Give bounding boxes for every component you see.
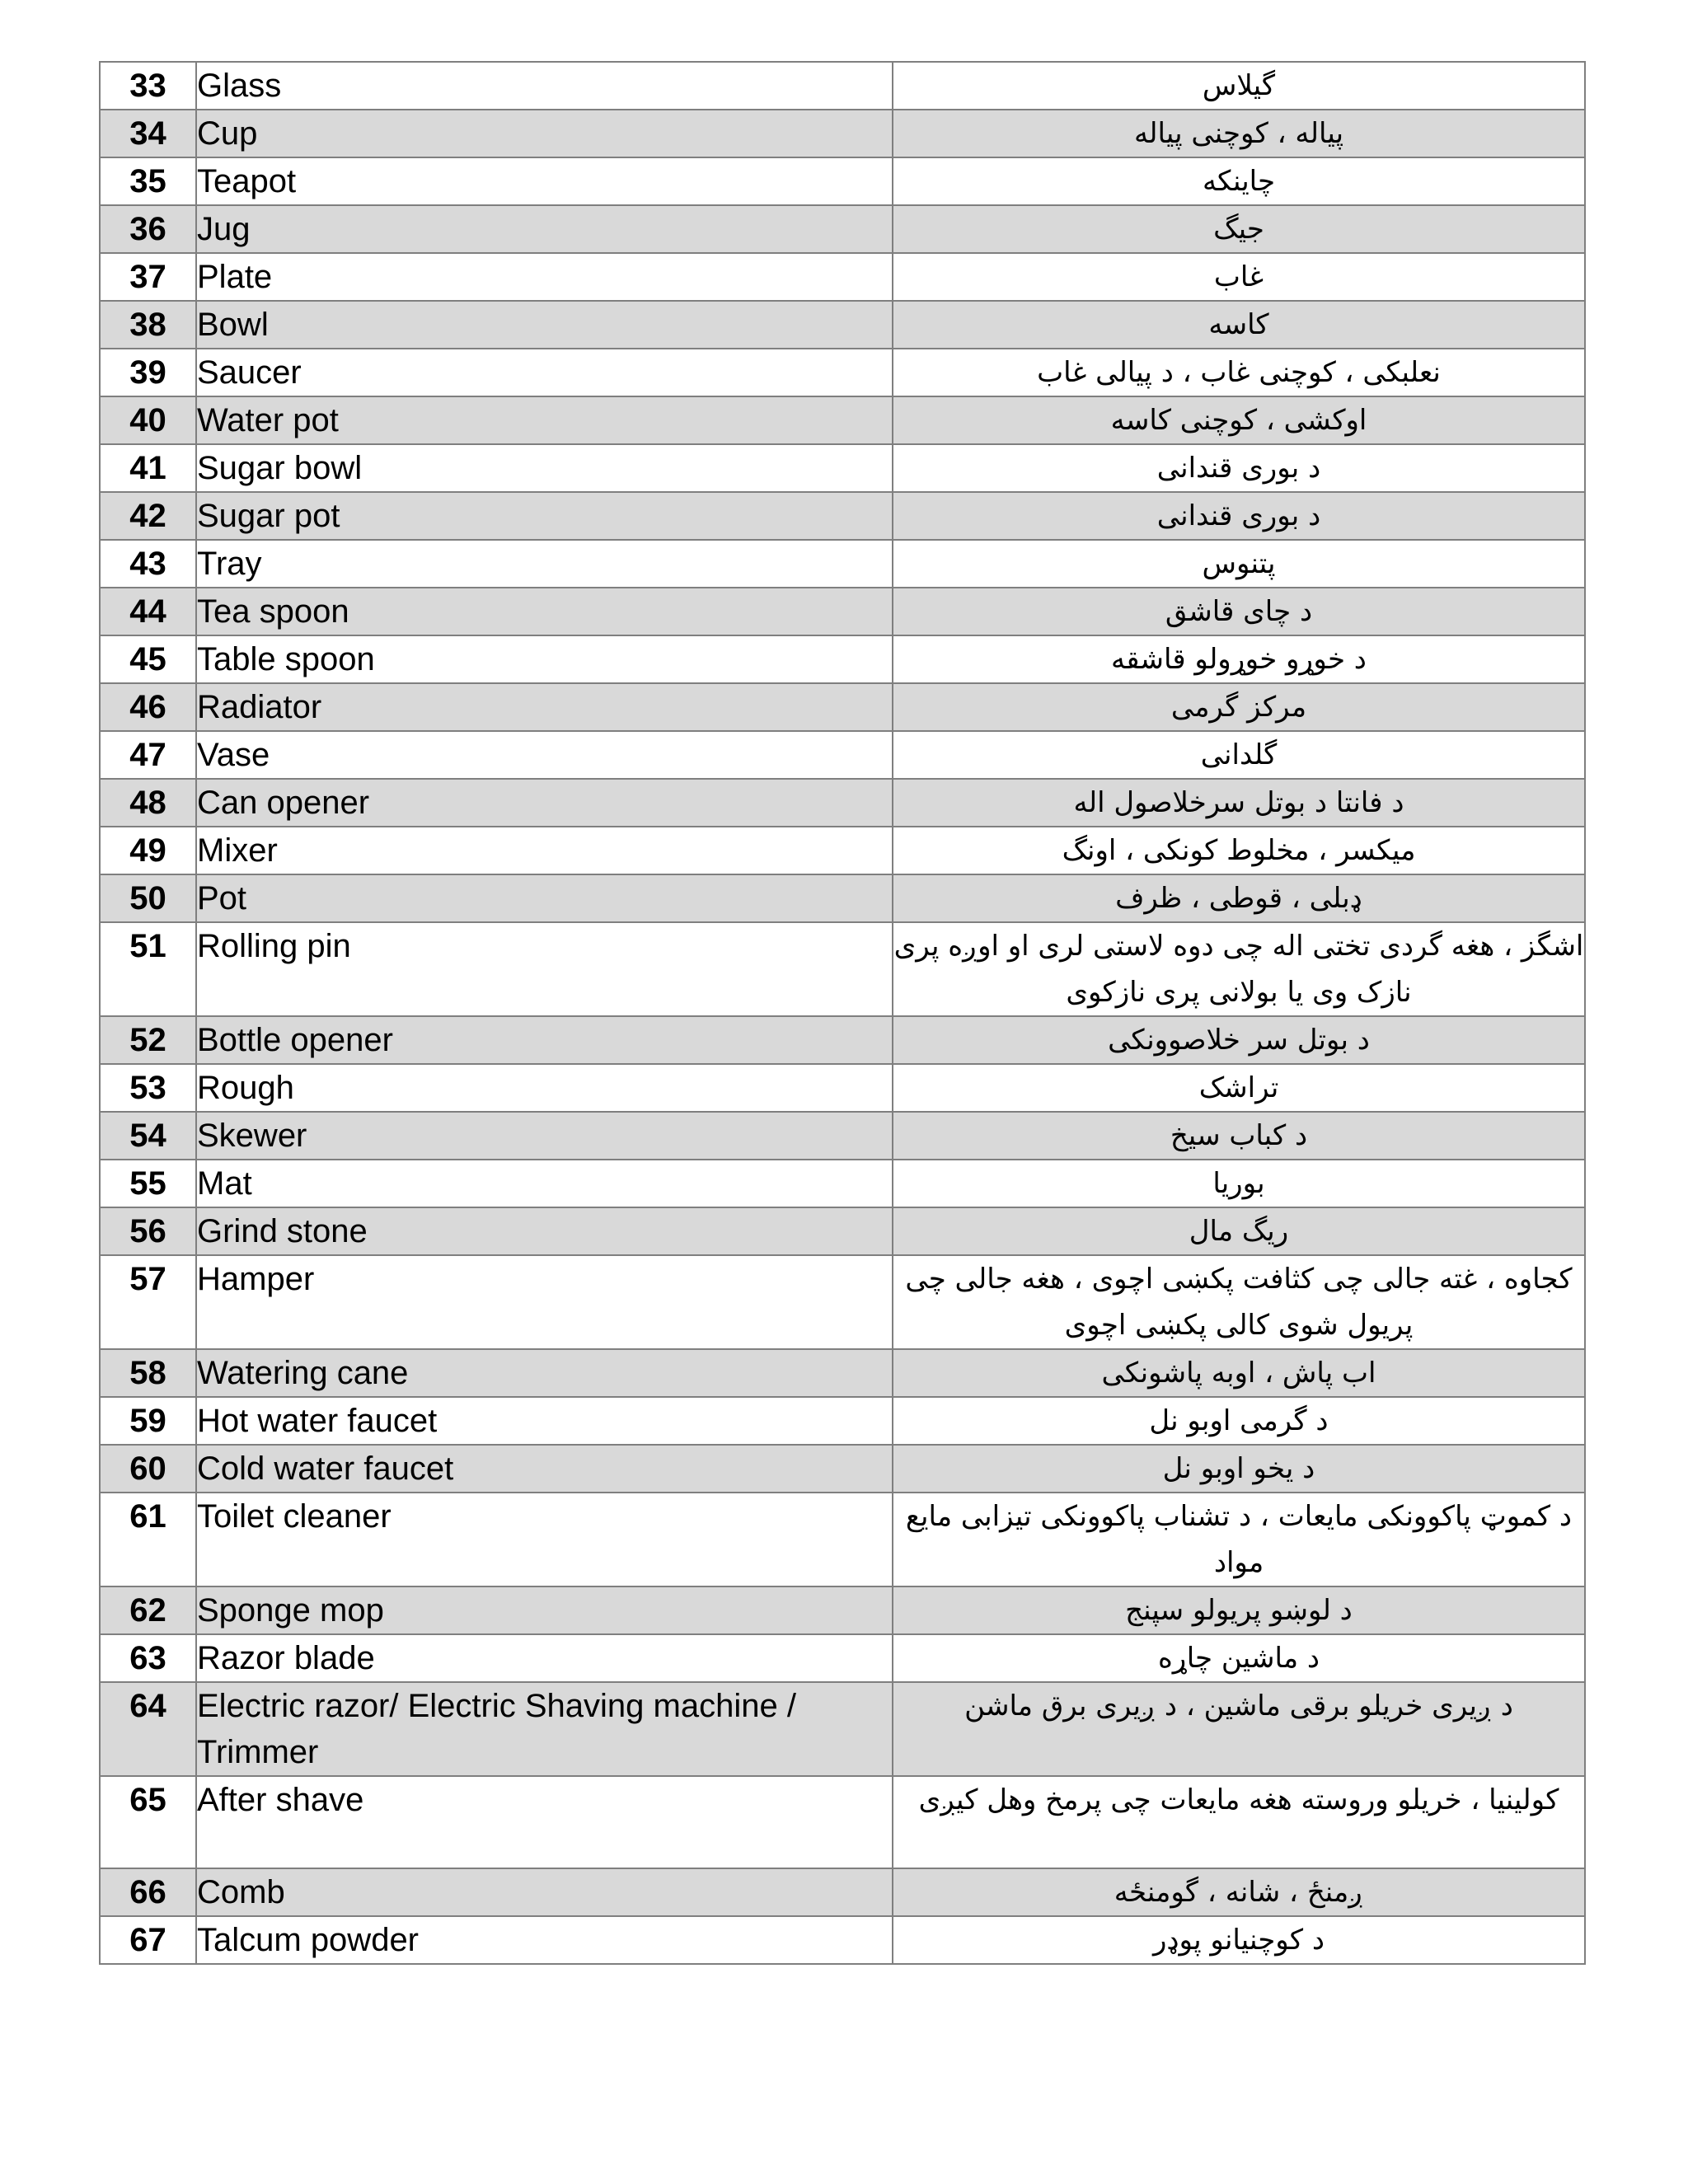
table-row [100,1160,1585,1207]
pashto-translation: د کموټ پاکوونکی مایعات ، د تشناب پاکوونکی تیزابی مایع مواد [893,1493,1585,1586]
english-term: Tray [196,540,893,588]
english-term: Plate [196,253,893,301]
english-term: Hot water faucet [196,1397,893,1445]
english-term: After shave [196,1776,893,1868]
pashto-translation: کولینیا ، خریلو وروسته هغه مایعات چی پرمخ وهل کیږی [893,1776,1585,1868]
table-row [100,540,1585,588]
table-row [100,635,1585,683]
pashto-translation: کجاوه ، غته جالی چی کثافت پکښی اچوی ، هغه جالی چی پریول شوی کالی پکښی اچوی [893,1255,1585,1349]
table-row [100,683,1585,731]
table-row [100,157,1585,205]
row-number: 59 [100,1397,196,1445]
english-term: Talcum powder [196,1916,893,1964]
pashto-translation: د بوری قندانی [893,492,1585,540]
table-row [100,110,1585,157]
row-number: 56 [100,1207,196,1255]
row-number: 50 [100,874,196,922]
table-row [100,827,1585,874]
row-number: 57 [100,1255,196,1349]
row-number: 51 [100,922,196,1016]
row-number: 44 [100,588,196,635]
pashto-translation: پتنوس [893,540,1585,588]
table-row [100,1493,1585,1586]
english-term: Tea spoon [196,588,893,635]
table-row [100,253,1585,301]
row-number: 41 [100,444,196,492]
pashto-translation: د کباب سیخ [893,1112,1585,1160]
table-row [100,1016,1585,1064]
pashto-translation: د خوړو خوړولو قاشقه [893,635,1585,683]
table-row [100,731,1585,779]
english-term: Comb [196,1868,893,1916]
row-number: 53 [100,1064,196,1112]
english-term: Mixer [196,827,893,874]
english-term: Toilet cleaner [196,1493,893,1586]
table-row [100,1586,1585,1634]
row-number: 52 [100,1016,196,1064]
table-row [100,1207,1585,1255]
table-row [100,1634,1585,1682]
table-row [100,922,1585,1016]
vocabulary-table [99,61,1586,1965]
row-number: 37 [100,253,196,301]
pashto-translation: گلدانی [893,731,1585,779]
pashto-translation: نعلبکی ، کوچنی غاب ، د پیالی غاب [893,349,1585,396]
pashto-translation: د یخو اوبو نل [893,1445,1585,1493]
pashto-translation: د گرمی اوبو نل [893,1397,1585,1445]
row-number: 39 [100,349,196,396]
english-term: Sugar pot [196,492,893,540]
english-term: Razor blade [196,1634,893,1682]
row-number: 58 [100,1349,196,1397]
pashto-translation: غاب [893,253,1585,301]
table-row [100,62,1585,110]
row-number: 34 [100,110,196,157]
pashto-translation: اشگز ، هغه گردی تختی اله چی دوه لاستی لری او اوږه پری نازک وی یا بولانی پری نازکوی [893,922,1585,1016]
pashto-translation: اب پاش ، اوبه پاشونکی [893,1349,1585,1397]
pashto-translation: میکسر ، مخلوط کونکی ، اونگ [893,827,1585,874]
row-number: 66 [100,1868,196,1916]
pashto-translation: چاینکه [893,157,1585,205]
vocabulary-table-body [100,62,1585,1964]
english-term: Mat [196,1160,893,1207]
english-term: Radiator [196,683,893,731]
pashto-translation: بوریا [893,1160,1585,1207]
table-row [100,1682,1585,1776]
english-term: Sugar bowl [196,444,893,492]
english-term: Sponge mop [196,1586,893,1634]
pashto-translation: اوکشی ، کوچنی کاسه [893,396,1585,444]
table-row [100,444,1585,492]
pashto-translation: د چای قاشق [893,588,1585,635]
pashto-translation: کاسه [893,301,1585,349]
pashto-translation: جیگ [893,205,1585,253]
row-number: 60 [100,1445,196,1493]
row-number: 49 [100,827,196,874]
pashto-translation: د فانتا د بوتل سرخلاصول اله [893,779,1585,827]
english-term: Vase [196,731,893,779]
pashto-translation: د ماشین چاړه [893,1634,1585,1682]
english-term: Skewer [196,1112,893,1160]
english-term: Teapot [196,157,893,205]
row-number: 64 [100,1682,196,1776]
row-number: 38 [100,301,196,349]
english-term: Electric razor/ Electric Shaving machine / Trimmer [196,1682,893,1776]
table-row [100,1868,1585,1916]
row-number: 63 [100,1634,196,1682]
english-term: Bowl [196,301,893,349]
table-row [100,1349,1585,1397]
english-term: Can opener [196,779,893,827]
pashto-translation: د ږیری خریلو برقی ماشین ، د ږیری برق ماشن [893,1682,1585,1776]
english-term: Water pot [196,396,893,444]
table-row [100,1776,1585,1868]
english-term: Jug [196,205,893,253]
table-row [100,588,1585,635]
row-number: 55 [100,1160,196,1207]
row-number: 40 [100,396,196,444]
row-number: 42 [100,492,196,540]
table-row [100,1397,1585,1445]
english-term: Glass [196,62,893,110]
pashto-translation: د بوتل سر خلاصوونکی [893,1016,1585,1064]
pashto-translation: ریگ مال [893,1207,1585,1255]
pashto-translation: ډبلی ، قوطی ، ظرف [893,874,1585,922]
english-term: Cup [196,110,893,157]
table-row [100,1112,1585,1160]
row-number: 62 [100,1586,196,1634]
pashto-translation: تراشک [893,1064,1585,1112]
row-number: 35 [100,157,196,205]
table-row [100,301,1585,349]
english-term: Rough [196,1064,893,1112]
row-number: 48 [100,779,196,827]
row-number: 61 [100,1493,196,1586]
pashto-translation: د بوری قندانی [893,444,1585,492]
row-number: 36 [100,205,196,253]
row-number: 47 [100,731,196,779]
english-term: Pot [196,874,893,922]
english-term: Watering cane [196,1349,893,1397]
pashto-translation: مرکز گرمی [893,683,1585,731]
table-row [100,1255,1585,1349]
row-number: 45 [100,635,196,683]
table-row [100,349,1585,396]
english-term: Rolling pin [196,922,893,1016]
english-term: Cold water faucet [196,1445,893,1493]
table-row [100,1916,1585,1964]
table-row [100,396,1585,444]
row-number: 43 [100,540,196,588]
english-term: Bottle opener [196,1016,893,1064]
pashto-translation: پیاله ، کوچنی پیاله [893,110,1585,157]
row-number: 65 [100,1776,196,1868]
table-row [100,1064,1585,1112]
english-term: Saucer [196,349,893,396]
english-term: Hamper [196,1255,893,1349]
pashto-translation: د کوچنیانو پوډر [893,1916,1585,1964]
row-number: 46 [100,683,196,731]
pashto-translation: گیلاس [893,62,1585,110]
row-number: 67 [100,1916,196,1964]
row-number: 33 [100,62,196,110]
row-number: 54 [100,1112,196,1160]
english-term: Table spoon [196,635,893,683]
table-row [100,779,1585,827]
english-term: Grind stone [196,1207,893,1255]
pashto-translation: د لوښو پریولو سپنج [893,1586,1585,1634]
table-row [100,874,1585,922]
table-row [100,1445,1585,1493]
pashto-translation: ږمنځ ، شانه ، گومنځه [893,1868,1585,1916]
table-row [100,492,1585,540]
table-row [100,205,1585,253]
